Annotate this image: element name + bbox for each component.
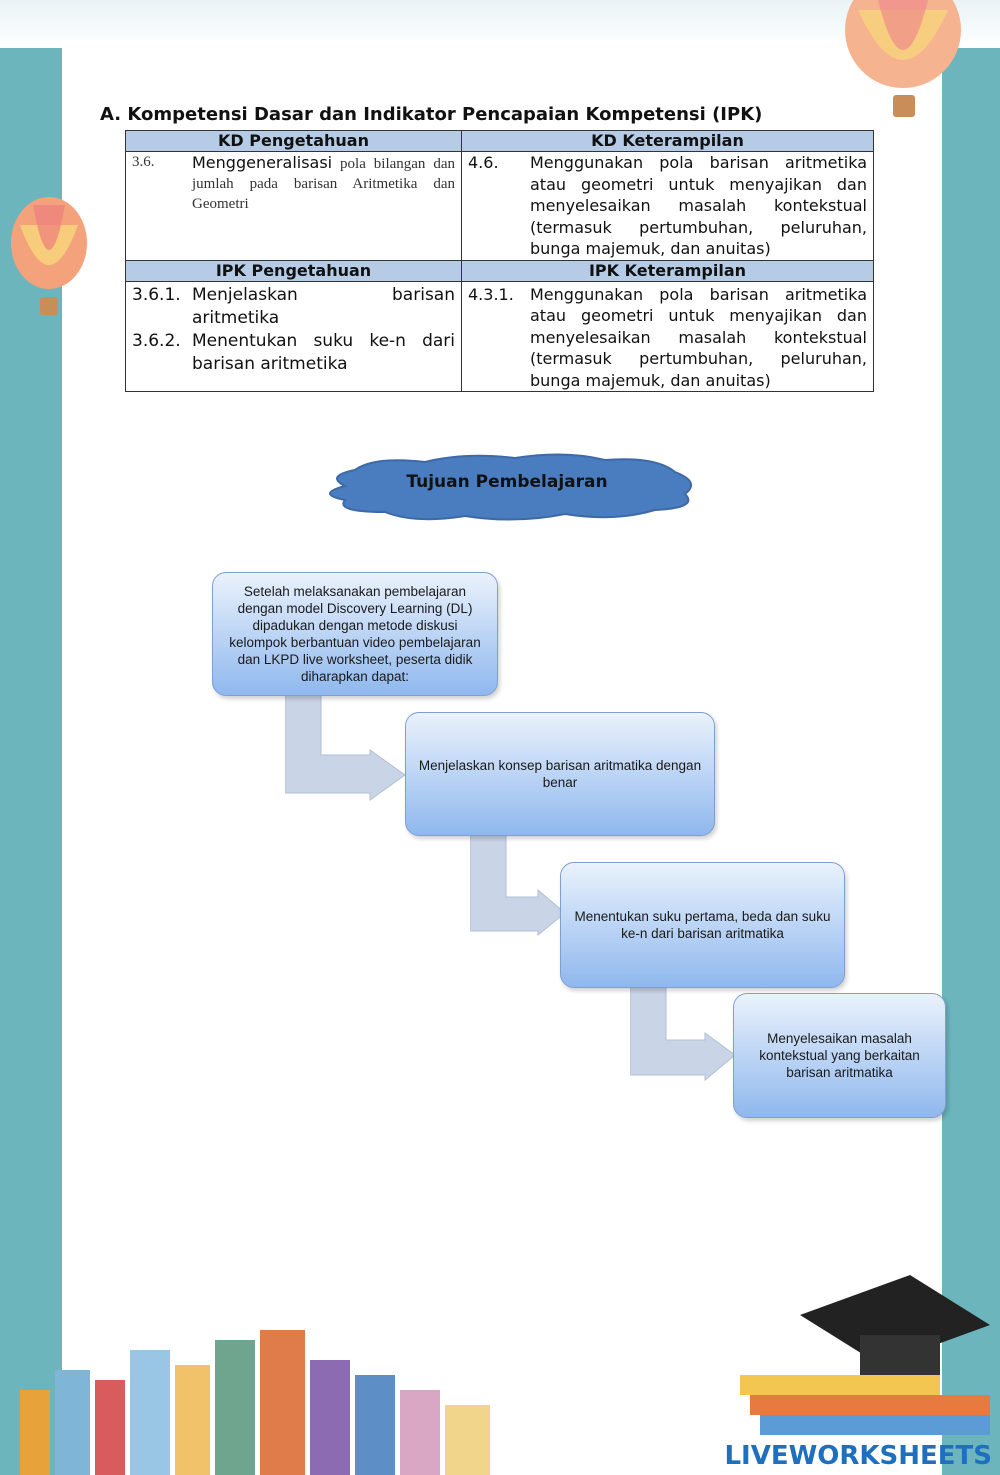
header-kd-keterampilan: KD Keterampilan — [462, 131, 874, 152]
ipk-number: 3.6.1. — [132, 284, 181, 305]
bent-arrow-icon — [470, 835, 570, 940]
bent-arrow-icon — [630, 985, 740, 1085]
bent-arrow-icon — [285, 695, 410, 805]
ipk-keterampilan-cell — [462, 281, 874, 392]
graduation-cap-icon — [740, 1255, 1000, 1445]
ipk-number: 4.3.1. — [468, 284, 514, 304]
competency-table — [125, 130, 874, 392]
kd-pengetahuan-cell — [126, 152, 462, 261]
table-header-row — [126, 131, 874, 152]
ipk-pengetahuan-cell — [126, 281, 462, 392]
hot-air-balloon-icon — [8, 195, 90, 330]
header-ipk-keterampilan: IPK Keterampilan — [462, 260, 874, 281]
table-header-row — [126, 260, 874, 281]
header-ipk-pengetahuan: IPK Pengetahuan — [126, 260, 462, 281]
hot-air-balloon-icon — [838, 0, 968, 130]
kd-number: 3.6. — [132, 154, 155, 170]
flow-step-2-box: Menentukan suku pertama, beda dan suku ke-n dari barisan aritmatika — [560, 862, 845, 988]
liveworksheets-watermark: LIVEWORKSHEETS — [724, 1441, 992, 1471]
kd-text-body: pola bilangan dan jumlah pada barisan Aritmetika dan Geometri — [192, 156, 455, 212]
cloud-heading: Tujuan Pembelajaran — [406, 472, 608, 492]
section-title: A. Kompetensi Dasar dan Indikator Pencapaian Kompetensi (IPK) — [100, 104, 763, 125]
ipk-text: Menjelaskan barisan aritmetika — [192, 284, 455, 328]
flow-step-3-box: Menyelesaikan masalah kontekstual yang berkaitan barisan aritmatika — [733, 993, 946, 1118]
ipk-text: Menentukan suku ke-n dari barisan aritmetika — [192, 330, 455, 374]
flow-step-1-box: Menjelaskan konsep barisan aritmatika dengan benar — [405, 712, 715, 836]
kd-text: Menggunakan pola barisan aritmetika atau geometri untuk menyajikan dan menyelesaikan masalah kontekstual (termasuk pertumbuhan, peluruhan, bunga majemuk, dan anuitas) — [530, 153, 867, 258]
books-illustration — [0, 1320, 560, 1475]
table-row — [126, 281, 874, 392]
ipk-number: 3.6.2. — [132, 330, 181, 351]
kd-text — [192, 152, 455, 214]
kd-number: 4.6. — [468, 153, 499, 172]
ipk-text: Menggunakan pola barisan aritmetika atau geometri untuk menyajikan dan menyelesaikan masalah kontekstual (termasuk pertumbuhan, peluruhan, bunga majemuk, dan anuitas) — [530, 284, 867, 390]
table-row — [126, 152, 874, 261]
header-kd-pengetahuan: KD Pengetahuan — [126, 131, 462, 152]
kd-text-lead: Menggeneralisasi — [192, 153, 333, 172]
flow-intro-box: Setelah melaksanakan pembelajaran dengan model Discovery Learning (DL) dipadukan dengan metode diskusi kelompok berbantuan video pembelajaran dan LKPD live worksheet, peserta didik diharapkan dapat: — [212, 572, 498, 696]
kd-keterampilan-cell — [462, 152, 874, 261]
